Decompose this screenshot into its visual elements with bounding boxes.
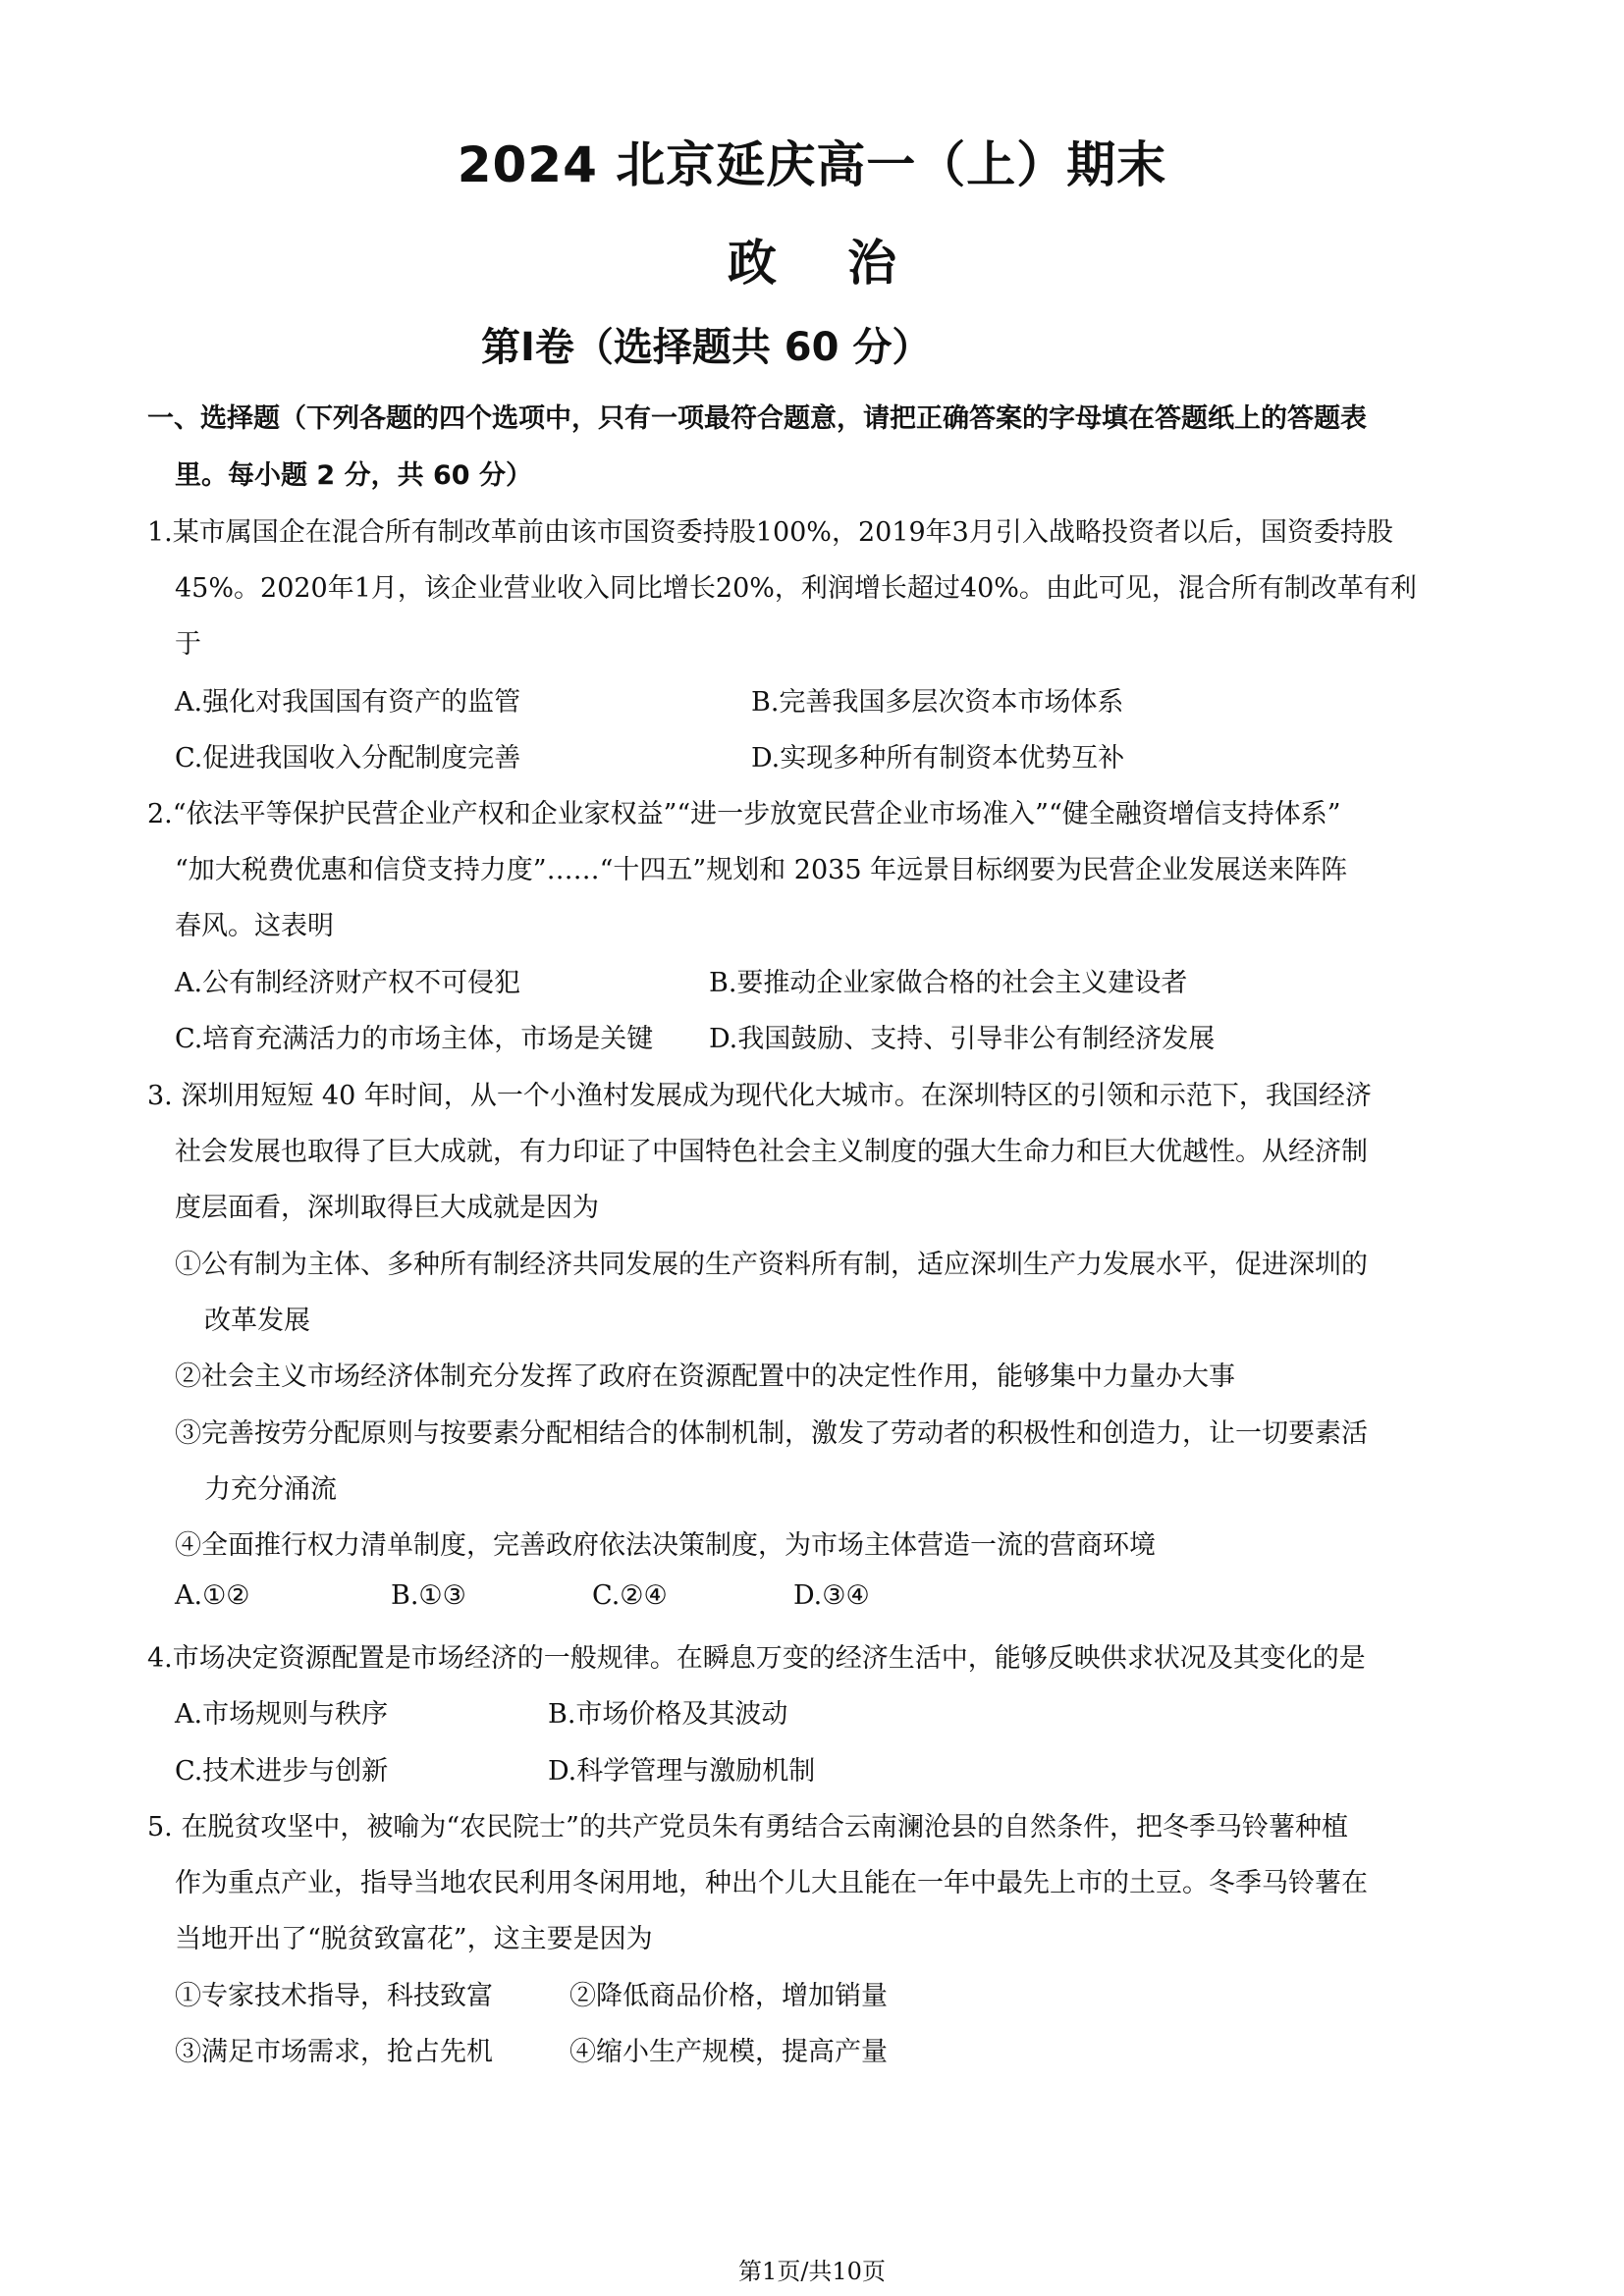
question-1-stem-cont: 于 [175, 629, 201, 660]
subject-title: 政治 [728, 235, 967, 292]
question-5-stem-cont: 作为重点产业，指导当地农民利用冬闲用地，种出个儿大且能在一年中最先上市的土豆。冬季马铃薯在 [175, 1868, 1368, 1898]
question-2-stem-cont: “加大税费优惠和信贷支持力度”……“十四五”规划和 2035 年远景目标纲要为民营企业发展送来阵阵 [175, 855, 1348, 885]
question-3-stem: 3. 深圳用短短 40 年时间，从一个小渔村发展成为现代化大城市。在深圳特区的引领和示范下，我国经济 [147, 1081, 1372, 1111]
question-3-item-3-cont: 力充分涌流 [204, 1474, 337, 1505]
exam-title: 2024 北京延庆高一（上）期末 [457, 136, 1167, 193]
question-3-item-2: ②社会主义市场经济体制充分发挥了政府在资源配置中的决定性作用，能够集中力量办大事 [175, 1362, 1235, 1392]
question-5-item-4: ④缩小生产规模，提高产量 [569, 2037, 888, 2067]
question-5-item-2: ②降低商品价格，增加销量 [569, 1981, 888, 2011]
question-4-option-d: D.科学管理与激励机制 [548, 1756, 816, 1787]
section-instruction: 一、选择题（下列各题的四个选项中，只有一项最符合题意，请把正确答案的字母填在答题纸上的答题表 [147, 403, 1367, 434]
question-3-option-c: C.②④ [592, 1580, 668, 1611]
question-4-option-a: A.市场规则与秩序 [175, 1699, 389, 1730]
question-1-option-c: C.促进我国收入分配制度完善 [175, 743, 521, 774]
volume-heading: 第Ⅰ卷（选择题共 60 分） [481, 325, 932, 370]
question-2-option-b: B.要推动企业家做合格的社会主义建设者 [709, 968, 1188, 998]
question-5-item-1: ①专家技术指导，科技致富 [175, 1981, 493, 2011]
question-5-stem-cont: 当地开出了“脱贫致富花”，这主要是因为 [175, 1924, 653, 1954]
question-3-item-3: ③完善按劳分配原则与按要素分配相结合的体制机制，激发了劳动者的积极性和创造力，让一切要素活 [175, 1418, 1368, 1449]
question-4-stem: 4.市场决定资源配置是市场经济的一般规律。在瞬息万变的经济生活中，能够反映供求状况及其变化的是 [147, 1643, 1366, 1674]
question-1-stem: 1.某市属国企在混合所有制改革前由该市国资委持股100%，2019年3月引入战略投资者以后，国资委持股 [147, 517, 1393, 548]
question-2-stem-cont: 春风。这表明 [175, 911, 334, 941]
question-4-option-b: B.市场价格及其波动 [548, 1699, 788, 1730]
question-1-option-d: D.实现多种所有制资本优势互补 [751, 743, 1125, 774]
question-3-option-d: D.③④ [793, 1580, 870, 1611]
question-4-option-c: C.技术进步与创新 [175, 1756, 389, 1787]
question-3-stem-cont: 度层面看，深圳取得巨大成就是因为 [175, 1193, 599, 1223]
question-5-item-3: ③满足市场需求，抢占先机 [175, 2037, 493, 2067]
question-5-stem: 5. 在脱贫攻坚中，被喻为“农民院士”的共产党员朱有勇结合云南澜沧县的自然条件，把冬季马铃薯种植 [147, 1812, 1348, 1842]
question-2-option-c: C.培育充满活力的市场主体，市场是关键 [175, 1024, 654, 1054]
page-number: 第1页/共10页 [738, 2258, 886, 2285]
question-1-option-a: A.强化对我国国有资产的监管 [175, 687, 521, 718]
question-2-option-a: A.公有制经济财产权不可侵犯 [175, 968, 521, 998]
question-3-item-1-cont: 改革发展 [204, 1306, 310, 1336]
question-2-stem: 2.“依法平等保护民营企业产权和企业家权益”“进一步放宽民营企业市场准入”“健全融资增信支持体系” [147, 799, 1341, 829]
question-3-option-a: A.①② [175, 1580, 250, 1611]
question-3-stem-cont: 社会发展也取得了巨大成就，有力印证了中国特色社会主义制度的强大生命力和巨大优越性。从经济制 [175, 1137, 1368, 1167]
question-3-option-b: B.①③ [391, 1580, 466, 1611]
question-2-option-d: D.我国鼓励、支持、引导非公有制经济发展 [709, 1024, 1216, 1054]
question-3-item-4: ④全面推行权力清单制度，完善政府依法决策制度，为市场主体营造一流的营商环境 [175, 1530, 1156, 1561]
question-3-item-1: ①公有制为主体、多种所有制经济共同发展的生产资料所有制，适应深圳生产力发展水平，促进深圳的 [175, 1250, 1368, 1280]
section-instruction-cont: 里。每小题 2 分，共 60 分） [175, 460, 532, 491]
question-1-stem-cont: 45%。2020年1月，该企业营业收入同比增长20%，利润增长超过40%。由此可见，混合所有制改革有利 [175, 573, 1417, 604]
question-1-option-b: B.完善我国多层次资本市场体系 [751, 687, 1124, 718]
